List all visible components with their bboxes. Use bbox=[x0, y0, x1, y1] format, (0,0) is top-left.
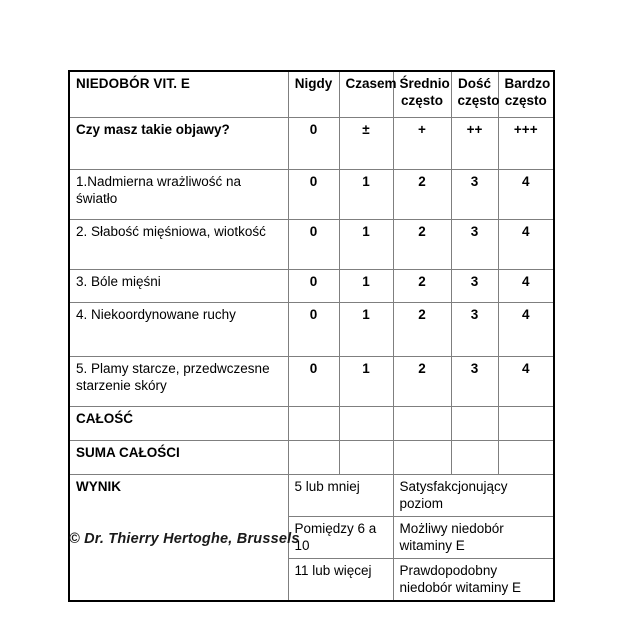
score-cell-3-0[interactable]: 0 bbox=[288, 270, 339, 303]
scale-legend-row bbox=[69, 118, 554, 170]
score-cell-3-2[interactable]: 2 bbox=[393, 270, 451, 303]
result-range-2: Pomiędzy 6 a 10 bbox=[288, 517, 393, 559]
result-row-1 bbox=[69, 475, 554, 517]
score-cell-2-1[interactable]: 1 bbox=[339, 220, 393, 270]
score-cell-2-2[interactable]: 2 bbox=[393, 220, 451, 270]
score-cell-1-4[interactable]: 4 bbox=[498, 170, 554, 220]
scale-symbol-srednio-czesto: + bbox=[393, 118, 451, 170]
symptom-label-2: 2. Słabość mięśniowa, wiotkość bbox=[69, 220, 288, 270]
symptom-label-4: 4. Niekoordynowane ruchy bbox=[69, 303, 288, 357]
symptom-label-5: 5. Plamy starcze, przedwczesne starzenie skóry bbox=[69, 357, 288, 407]
table-header-row bbox=[69, 71, 554, 118]
scale-symbol-bardzo-czesto: +++ bbox=[498, 118, 554, 170]
score-cell-5-1[interactable]: 1 bbox=[339, 357, 393, 407]
score-cell-1-3[interactable]: 3 bbox=[451, 170, 498, 220]
table-row bbox=[69, 303, 554, 357]
total-input-calosc-4[interactable] bbox=[498, 407, 554, 441]
score-cell-1-2[interactable]: 2 bbox=[393, 170, 451, 220]
column-header-nigdy: Nigdy bbox=[288, 71, 339, 118]
result-verdict-2: Możliwy niedobór witaminy E bbox=[393, 517, 554, 559]
column-header-dosc-czesto: Dość często bbox=[451, 71, 498, 118]
column-header-bardzo-czesto: Bardzo często bbox=[498, 71, 554, 118]
table-row bbox=[69, 357, 554, 407]
score-cell-5-0[interactable]: 0 bbox=[288, 357, 339, 407]
total-label-suma-calosci: SUMA CAŁOŚCI bbox=[69, 441, 288, 475]
table-row-calosc bbox=[69, 407, 554, 441]
total-input-suma-1[interactable] bbox=[339, 441, 393, 475]
total-input-calosc-1[interactable] bbox=[339, 407, 393, 441]
result-range-1: 5 lub mniej bbox=[288, 475, 393, 517]
copyright-credit: © Dr. Thierry Hertoghe, Brussels bbox=[69, 531, 300, 547]
vitamin-e-deficiency-questionnaire-table bbox=[68, 70, 555, 602]
result-label-wynik: WYNIK bbox=[69, 475, 288, 602]
total-input-calosc-2[interactable] bbox=[393, 407, 451, 441]
score-cell-1-0[interactable]: 0 bbox=[288, 170, 339, 220]
scale-question-label: Czy masz takie objawy? bbox=[69, 118, 288, 170]
score-cell-4-3[interactable]: 3 bbox=[451, 303, 498, 357]
table-title: NIEDOBÓR VIT. E bbox=[69, 71, 288, 118]
column-header-srednio-czesto: Średnio często bbox=[393, 71, 451, 118]
score-cell-2-0[interactable]: 0 bbox=[288, 220, 339, 270]
score-cell-3-4[interactable]: 4 bbox=[498, 270, 554, 303]
score-cell-4-1[interactable]: 1 bbox=[339, 303, 393, 357]
total-input-calosc-0[interactable] bbox=[288, 407, 339, 441]
total-label-calosc: CAŁOŚĆ bbox=[69, 407, 288, 441]
result-verdict-1: Satysfakcjonujący poziom bbox=[393, 475, 554, 517]
total-input-calosc-3[interactable] bbox=[451, 407, 498, 441]
score-cell-5-2[interactable]: 2 bbox=[393, 357, 451, 407]
score-cell-2-3[interactable]: 3 bbox=[451, 220, 498, 270]
table-row bbox=[69, 270, 554, 303]
scale-symbol-nigdy: 0 bbox=[288, 118, 339, 170]
table-row bbox=[69, 170, 554, 220]
score-cell-4-0[interactable]: 0 bbox=[288, 303, 339, 357]
total-input-suma-3[interactable] bbox=[451, 441, 498, 475]
result-range-3: 11 lub więcej bbox=[288, 559, 393, 602]
symptom-label-3: 3. Bóle mięśni bbox=[69, 270, 288, 303]
score-cell-1-1[interactable]: 1 bbox=[339, 170, 393, 220]
total-input-suma-4[interactable] bbox=[498, 441, 554, 475]
scale-symbol-czasem: ± bbox=[339, 118, 393, 170]
column-header-czasem: Czasem bbox=[339, 71, 393, 118]
table-row bbox=[69, 220, 554, 270]
result-verdict-3: Prawdopodobny niedobór witaminy E bbox=[393, 559, 554, 602]
score-cell-2-4[interactable]: 4 bbox=[498, 220, 554, 270]
scale-symbol-dosc-czesto: ++ bbox=[451, 118, 498, 170]
score-cell-5-3[interactable]: 3 bbox=[451, 357, 498, 407]
symptom-label-1: 1.Nadmierna wrażliwość na światło bbox=[69, 170, 288, 220]
table-row-suma-calosci bbox=[69, 441, 554, 475]
score-cell-3-3[interactable]: 3 bbox=[451, 270, 498, 303]
score-cell-4-2[interactable]: 2 bbox=[393, 303, 451, 357]
score-cell-4-4[interactable]: 4 bbox=[498, 303, 554, 357]
total-input-suma-0[interactable] bbox=[288, 441, 339, 475]
total-input-suma-2[interactable] bbox=[393, 441, 451, 475]
score-cell-5-4[interactable]: 4 bbox=[498, 357, 554, 407]
score-cell-3-1[interactable]: 1 bbox=[339, 270, 393, 303]
